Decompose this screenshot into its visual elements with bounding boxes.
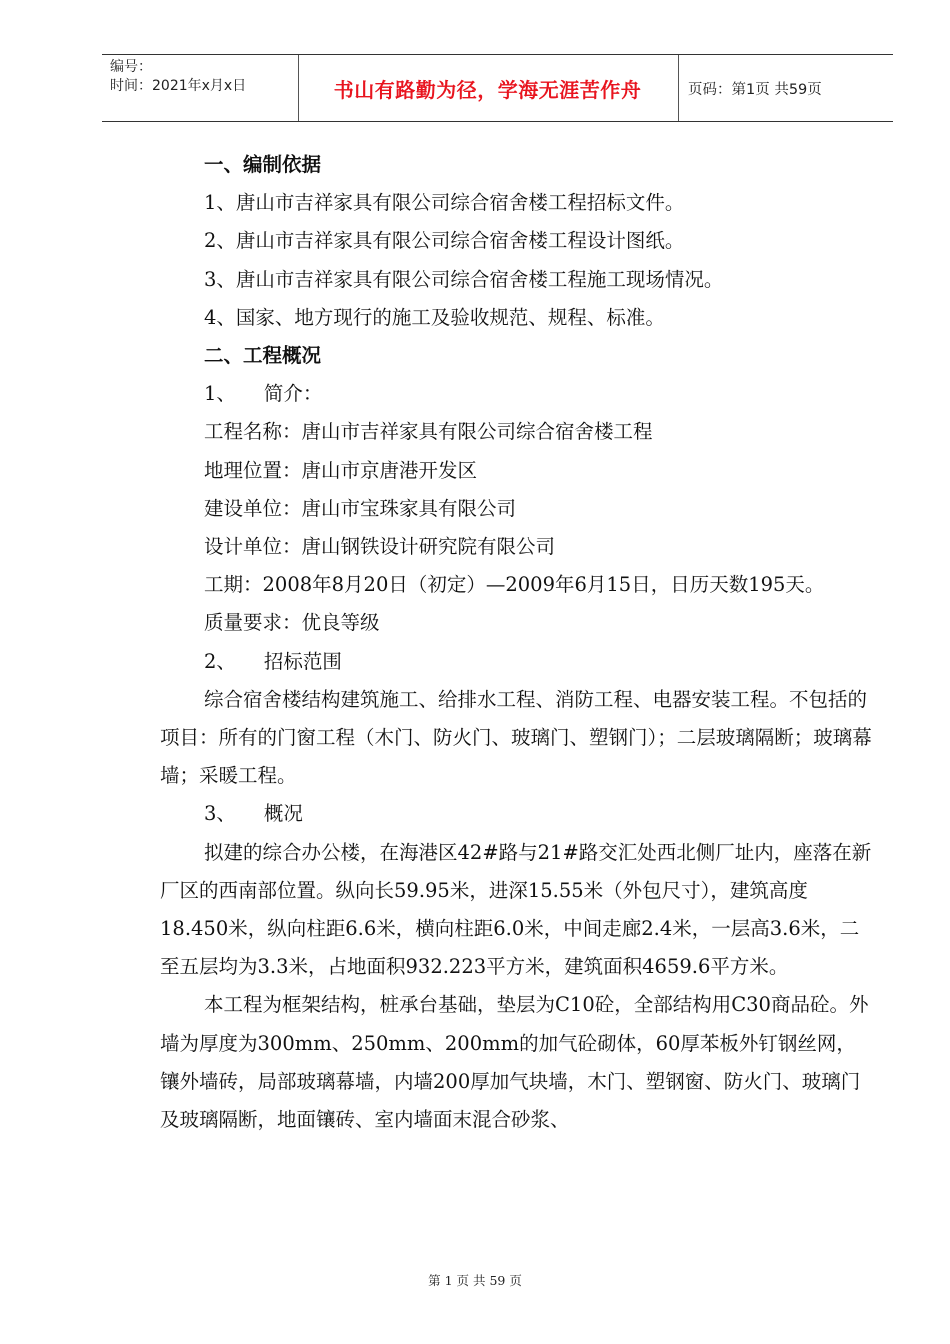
overview-paragraph: 拟建的综合办公楼，在海港区42#路与21#路交汇处西北侧厂址内，座落在新厂区的西南部位置。纵向长59.95米，进深15.55米（外包尺寸），建筑高度18.450米，纵向柱距6.6米，横向柱距6.0米，中间走廊2.4米，一层高3.6米，二至五层均为3.3米，占地面积932.223平方米，建筑面积4659.6平方米。 xyxy=(160,840,872,979)
page-header xyxy=(102,54,893,122)
bid-scope-text: 综合宿舍楼结构建筑施工、给排水工程、消防工程、电器安装工程。不包括的项目：所有的门窗工程（木门、防火门、玻璃门、塑钢门）；二层玻璃隔断；玻璃幕墙；采暖工程。 xyxy=(160,687,872,788)
project-location: 地理位置：唐山市京唐港开发区 xyxy=(204,458,478,482)
project-schedule: 工期：2008年8月20日（初定）—2009年6月15日，日历天数195天。 xyxy=(204,573,825,597)
list-item: 3、唐山市吉祥家具有限公司综合宿舍楼工程施工现场情况。 xyxy=(204,267,724,291)
section-heading: 二、工程概况 xyxy=(204,344,322,368)
subsection-heading xyxy=(160,795,872,833)
subsection-number: 3、 xyxy=(204,802,236,826)
list-item: 2、唐山市吉祥家具有限公司综合宿舍楼工程设计图纸。 xyxy=(204,229,685,253)
header-divider xyxy=(678,55,679,121)
time-label: 时间：2021年x月x日 xyxy=(110,78,247,94)
design-unit: 设计单位：唐山钢铁设计研究院有限公司 xyxy=(204,535,556,559)
list-item: 4、国家、地方现行的施工及验收规范、规程、标准。 xyxy=(204,305,665,329)
subsection-title: 招标范围 xyxy=(263,649,342,673)
header-meta xyxy=(110,58,246,96)
document-body xyxy=(160,146,872,1139)
page-footer: 第 1 页 共 59 页 xyxy=(428,1273,522,1288)
header-page-info: 页码：第1页 共59页 xyxy=(688,81,822,98)
builder-unit: 建设单位：唐山市宝珠家具有限公司 xyxy=(204,496,517,520)
subsection-number: 2、 xyxy=(204,649,236,673)
subsection-heading xyxy=(160,375,872,413)
subsection-title: 概况 xyxy=(263,802,303,826)
quality-requirement: 质量要求：优良等级 xyxy=(204,611,380,635)
project-name: 工程名称：唐山市吉祥家具有限公司综合宿舍楼工程 xyxy=(204,420,653,444)
list-item: 1、唐山市吉祥家具有限公司综合宿舍楼工程招标文件。 xyxy=(204,191,685,215)
subsection-title: 简介： xyxy=(263,382,323,406)
section-heading: 一、编制依据 xyxy=(204,153,322,176)
doc-number-label: 编号： xyxy=(110,59,152,75)
header-divider xyxy=(298,55,299,121)
overview-paragraph: 本工程为框架结构，桩承台基础，垫层为C10砼，全部结构用C30商品砼。外墙为厚度为300mm、250mm、200mm的加气砼砌体，60厚苯板外钉钢丝网，镶外墙砖，局部玻璃幕墙，内墙200厚加气块墙，木门、塑钢窗、防火门、玻璃门及玻璃隔断，地面镶砖、室内墙面末混合砂浆、 xyxy=(160,993,869,1132)
subsection-heading xyxy=(160,643,872,681)
header-motto: 书山有路勤为径，学海无涯苦作舟 xyxy=(333,77,642,102)
subsection-number: 1、 xyxy=(204,382,236,406)
